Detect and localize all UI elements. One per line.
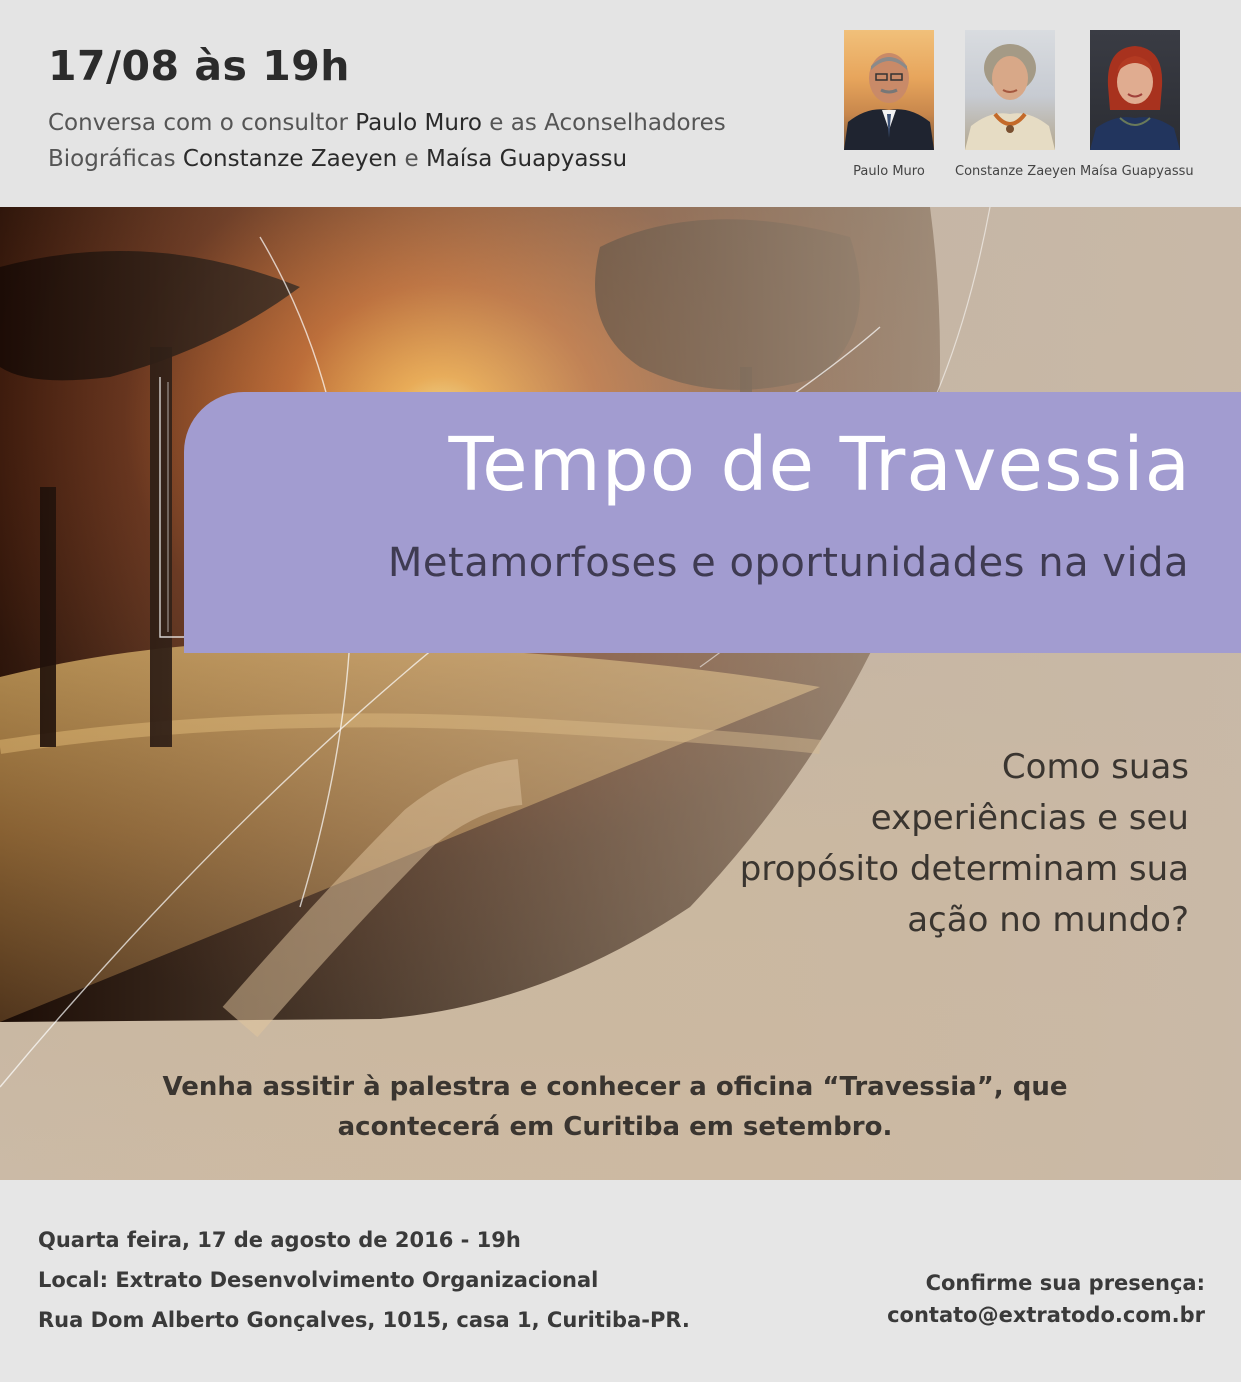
speaker-card (1080, 30, 1194, 179)
speaker-name: Paulo Muro (853, 164, 925, 179)
speaker-photos (840, 30, 1200, 190)
intro-line-1 (48, 105, 726, 141)
intro-line1-prefix: Conversa com o consultor (48, 110, 348, 136)
intro-line-2 (48, 141, 726, 177)
question-line: ação no mundo? (907, 900, 1189, 940)
speaker-photo-maisa (1090, 30, 1180, 150)
speaker-card (955, 30, 1077, 179)
rsvp-email-link[interactable]: contato@extratodo.com.br (887, 1303, 1205, 1327)
rsvp-label: Confirme sua presença: (925, 1271, 1205, 1295)
speaker-photo-paulo (844, 30, 934, 150)
speaker-name: Maísa Guapyassu (1080, 164, 1194, 179)
consultant-name: Paulo Muro (355, 110, 482, 136)
intro-line2-prefix: Biográficas (48, 146, 176, 172)
event-address-line: Rua Dom Alberto Gonçalves, 1015, casa 1, Curitiba-PR. (38, 1308, 690, 1332)
question-text (629, 742, 1189, 946)
invite-line: acontecerá em Curitiba em setembro. (337, 1112, 893, 1142)
event-title: Tempo de Travessia (448, 422, 1191, 508)
event-subtitle: Metamorfoses e oportunidades na vida (387, 540, 1189, 586)
question-line: propósito determinam sua (739, 849, 1189, 889)
event-footer (0, 1180, 1241, 1382)
event-details (38, 1220, 690, 1340)
event-intro (48, 105, 726, 177)
advisor2-name: Maísa Guapyassu (425, 146, 628, 172)
invite-line: Venha assitir à palestra e conhecer a oficina “Travessia”, que (162, 1072, 1068, 1102)
event-header (0, 0, 1241, 207)
hero-banner (0, 207, 1241, 1180)
speaker-photo-constanze (965, 30, 1055, 150)
intro-line2-join: e (404, 146, 419, 172)
sunrise-path-scene (0, 207, 1241, 1180)
speaker-card (834, 30, 944, 179)
title-band (184, 392, 1241, 653)
invite-text (0, 1067, 1230, 1147)
intro-line1-suffix: e as Aconselhadores (489, 110, 726, 136)
advisor1-name: Constanze Zaeyen (182, 146, 398, 172)
event-date-line: Quarta feira, 17 de agosto de 2016 - 19h (38, 1228, 521, 1252)
event-date-time: 17/08 às 19h (48, 42, 350, 90)
question-line: Como suas (1001, 747, 1189, 787)
question-line: experiências e seu (870, 798, 1189, 838)
speaker-name: Constanze Zaeyen (955, 164, 1077, 179)
event-venue-line: Local: Extrato Desenvolvimento Organizacional (38, 1268, 599, 1292)
rsvp-block (887, 1267, 1205, 1331)
